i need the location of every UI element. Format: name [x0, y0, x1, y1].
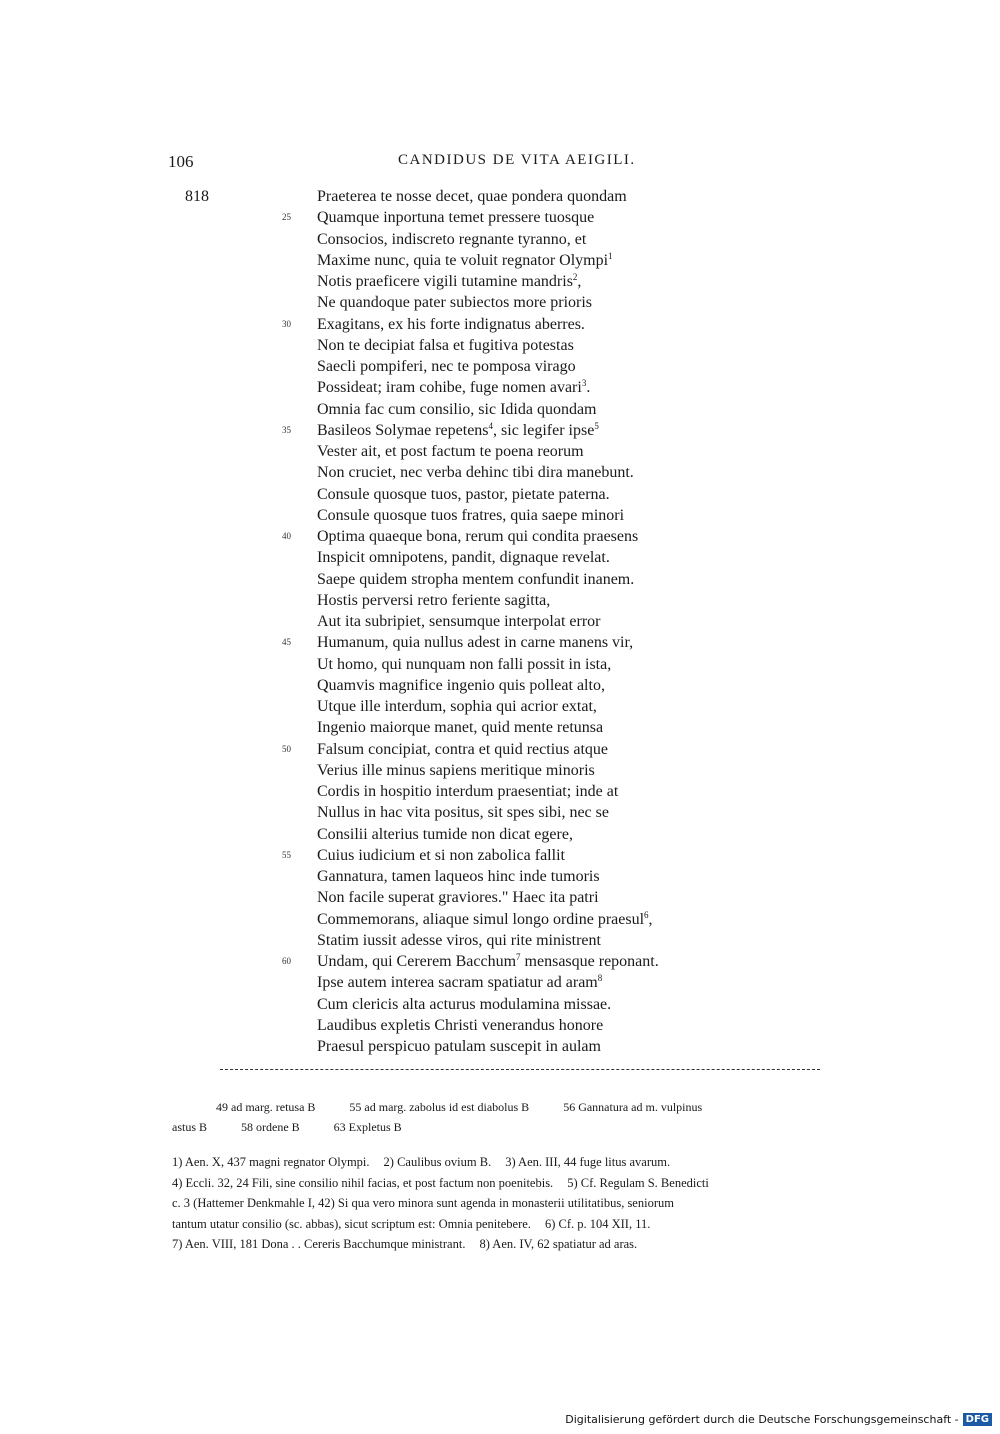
verse-line — [0, 632, 1000, 653]
verse-words: Nullus in hac vita positus, sit spes sibi, nec se — [317, 804, 609, 822]
apparatus-entry: astus B — [172, 1120, 208, 1134]
verse-text — [317, 526, 638, 547]
line-number: 30 — [282, 318, 291, 329]
verse-words: Ut homo, qui nunquam non falli possit in ista, — [317, 655, 612, 673]
verse-text — [317, 377, 590, 398]
verse-text — [317, 420, 599, 441]
verse-line — [0, 930, 1000, 951]
footnote: tantum utatur consilio (sc. abbas), sicut scriptum est: Omnia penitebere. — [172, 1216, 531, 1231]
verse-text — [317, 845, 565, 866]
verse-text — [317, 441, 584, 462]
apparatus-entry: 63 Expletus B — [333, 1120, 402, 1134]
apparatus-entry: 56 Gannatura ad m. vulpinus — [563, 1100, 703, 1114]
verse-line — [0, 377, 1000, 398]
verse-words: Praesul perspicuo patulam suscepit in aulam — [317, 1038, 601, 1055]
verse-words: Exagitans, ex his forte indignatus aberres. — [317, 315, 585, 333]
verse-words: Quamque inportuna temet pressere tuosque — [317, 209, 595, 227]
verse-text — [317, 569, 634, 590]
verse-words: Non cruciet, nec verba dehinc tibi dira manebunt. — [317, 464, 634, 482]
verse-text — [317, 675, 605, 696]
credit-text: Digitalisierung gefördert durch die Deutsche Forschungsgemeinschaft - — [565, 1413, 959, 1426]
verse-words: Consocios, indiscreto regnante tyranno, et — [317, 230, 587, 248]
verse-text — [317, 972, 602, 993]
verse-text — [317, 186, 627, 207]
verse-text — [317, 654, 611, 675]
verse-words: Gannatura, tamen laqueos hinc inde tumoris — [317, 868, 600, 885]
verse-words: Hostis perversi retro feriente sagitta, — [317, 591, 551, 609]
verse-words: Consilii alterius tumide non dicat egere, — [317, 825, 573, 843]
verse-line — [0, 399, 1000, 420]
dfg-credit[interactable] — [565, 1413, 992, 1426]
verse-text — [317, 824, 573, 845]
poem — [0, 186, 1000, 1057]
verse-words: Omnia fac cum consilio, sic Idida quondam — [317, 400, 597, 418]
verse-words: Praeterea te nosse decet, quae pondera quondam — [317, 188, 627, 205]
verse-words: Ne quandoque pater subiectos more prioris — [317, 294, 593, 312]
verse-text — [317, 994, 611, 1015]
verse-text — [317, 696, 597, 717]
verse-line — [0, 229, 1000, 250]
footnote-row — [172, 1152, 852, 1173]
verse-text — [317, 781, 618, 802]
verse-text — [317, 590, 550, 611]
footnote-marker: 7 — [516, 952, 521, 962]
verse-line — [0, 739, 1000, 760]
line-number: 25 — [282, 212, 291, 223]
verse-words: Inspicit omnipotens, pandit, dignaque revelat. — [317, 549, 610, 567]
verse-text — [317, 271, 581, 292]
verse-line — [0, 420, 1000, 441]
verse-line — [0, 441, 1000, 462]
footnote-marker: 2 — [572, 272, 578, 282]
verse-line — [0, 760, 1000, 781]
footnote: 2) Caulibus ovium B. — [383, 1155, 492, 1169]
folio-number: 818 — [185, 188, 209, 205]
verse-line — [0, 909, 1000, 930]
verse-words: Falsum concipiat, contra et quid rectius atque — [317, 740, 609, 758]
verse-line — [0, 845, 1000, 866]
verse-text — [317, 505, 624, 526]
verse-line — [0, 866, 1000, 887]
verse-text — [317, 739, 608, 760]
footnote: 1) Aen. X, 437 magni regnator Olympi. — [172, 1155, 370, 1169]
verse-words: Notis praeficere vigili tutamine mandris — [317, 273, 573, 290]
verse-words: Undam, qui Cererem Bacchum — [317, 953, 517, 970]
footnote-marker: 3 — [581, 378, 587, 389]
verse-words: Humanum, quia nullus adest in carne manens vir, — [317, 634, 634, 652]
verse-continuation: , sic legifer ipse — [493, 421, 595, 439]
critical-apparatus — [172, 1097, 852, 1137]
verse-continuation: mensasque reponant. — [520, 953, 659, 970]
verse-words: Aut ita subripiet, sensumque interpolat error — [317, 613, 601, 630]
verse-line — [0, 611, 1000, 632]
verse-line — [0, 335, 1000, 356]
verse-words: Commemorans, aliaque simul longo ordine praesul — [317, 910, 645, 928]
verse-text — [317, 462, 634, 483]
line-number: 35 — [282, 424, 291, 435]
footnote-marker: 6 — [644, 909, 649, 920]
footnote: 3) Aen. III, 44 fuge litus avarum. — [505, 1155, 671, 1169]
footnote-row — [172, 1173, 852, 1194]
footnote-row — [172, 1234, 852, 1255]
verse-line — [0, 1036, 1000, 1057]
verse-text — [317, 951, 659, 972]
verse-words: Quamvis magnifice ingenio quis polleat alto, — [317, 676, 605, 694]
verse-words: Non te decipiat falsa et fugitiva potestas — [317, 336, 574, 354]
verse-line — [0, 654, 1000, 675]
verse-line — [0, 590, 1000, 611]
verse-line — [0, 569, 1000, 590]
verse-text — [317, 207, 594, 228]
running-head: CANDIDUS DE VITA AEIGILI. — [398, 152, 636, 168]
verse-line — [0, 484, 1000, 505]
footnote: c. 3 (Hattemer Denkmahle I, 42) Si qua vero minora sunt agenda in monasterii utilitatibus, seniorum — [172, 1196, 674, 1210]
verse-words: Possideat; iram cohibe, fuge nomen avari — [317, 379, 582, 397]
verse-words: Cuius iudicium et si non zabolica fallit — [317, 846, 565, 864]
verse-line — [0, 951, 1000, 972]
verse-line — [0, 207, 1000, 228]
verse-line — [0, 824, 1000, 845]
apparatus-row — [172, 1117, 852, 1137]
verse-words: Ipse autem interea sacram spatiatur ad aram — [317, 974, 598, 992]
verse-text — [317, 760, 595, 781]
verse-words: Optima quaeque bona, rerum qui condita praesens — [317, 528, 639, 545]
footnote-marker: 4 — [488, 420, 494, 431]
verse-words: Saepe quidem stropha mentem confundit inanem. — [317, 570, 635, 588]
verse-words: Verius ille minus sapiens meritique minoris — [317, 761, 595, 779]
verse-words: Statim iussit adesse viros, qui rite ministrent — [317, 931, 601, 949]
verse-continuation: . — [586, 379, 591, 397]
footnote: 5) Cf. Regulam S. Benedicti — [567, 1175, 709, 1190]
line-number: 45 — [282, 637, 291, 648]
verse-words: Ingenio maiorque manet, quid mente retunsa — [317, 719, 604, 737]
footnote: 4) Eccli. 32, 24 Fili, sine consilio nihil facias, et post factum non poenitebis. — [172, 1175, 554, 1190]
line-number: 40 — [282, 531, 291, 541]
verse-line — [0, 1015, 1000, 1036]
verse-line — [0, 526, 1000, 547]
apparatus-entry: 55 ad marg. zabolus id est diabolus B — [349, 1100, 530, 1114]
verse-text — [317, 399, 596, 420]
verse-words: Basileos Solymae repetens — [317, 421, 489, 439]
apparatus-row — [172, 1097, 852, 1117]
verse-text — [317, 802, 609, 823]
footnote-marker: 1 — [608, 250, 613, 261]
verse-words: Utque ille interdum, sophia qui acrior extat, — [317, 698, 597, 715]
verse-line — [0, 781, 1000, 802]
footnote-row — [172, 1214, 852, 1235]
verse-text — [317, 1015, 603, 1036]
verse-text — [317, 250, 613, 271]
verse-text — [317, 611, 600, 632]
verse-line — [0, 887, 1000, 908]
verse-text — [317, 1036, 601, 1057]
verse-words: Cum clericis alta acturus modulamina missae. — [317, 995, 612, 1013]
verse-text — [317, 335, 574, 356]
apparatus-rule — [220, 1069, 820, 1070]
verse-text — [317, 632, 633, 653]
verse-line — [0, 505, 1000, 526]
dfg-logo: DFG — [963, 1413, 992, 1426]
verse-text — [317, 314, 585, 335]
verse-text — [317, 909, 653, 930]
verse-line — [0, 802, 1000, 823]
verse-text — [317, 356, 576, 377]
footnote: 8) Aen. IV, 62 spatiatur ad aras. — [479, 1237, 638, 1251]
verse-text — [317, 484, 610, 505]
verse-line — [0, 547, 1000, 568]
verse-line — [0, 717, 1000, 738]
footnote-marker: 8 — [597, 973, 603, 984]
apparatus-entry: 58 ordene B — [241, 1120, 300, 1134]
apparatus-entry: 49 ad marg. retusa B — [216, 1100, 316, 1114]
footnote-row — [172, 1193, 852, 1214]
verse-line — [0, 356, 1000, 377]
verse-line — [0, 972, 1000, 993]
line-number: 50 — [282, 743, 291, 754]
verse-line — [0, 462, 1000, 483]
verse-text — [317, 547, 610, 568]
verse-text — [317, 866, 600, 887]
verse-words: Consule quosque tuos fratres, quia saepe minori — [317, 506, 625, 524]
verse-text — [317, 930, 601, 951]
verse-words: Vester ait, et post factum te poena reorum — [317, 443, 584, 460]
verse-words: Saecli pompiferi, nec te pomposa virago — [317, 358, 576, 375]
verse-line — [0, 271, 1000, 292]
footnote: 6) Cf. p. 104 XII, 11. — [544, 1216, 651, 1231]
verse-continuation: , — [577, 273, 582, 290]
verse-line — [0, 675, 1000, 696]
verse-words: Maxime nunc, quia te voluit regnator Olympi — [317, 251, 609, 269]
verse-words: Non facile superat graviores." Haec ita patri — [317, 889, 599, 907]
verse-line — [0, 250, 1000, 271]
verse-line — [0, 186, 1000, 207]
footnote: 7) Aen. VIII, 181 Dona . . Cereris Bacchumque ministrant. — [172, 1237, 466, 1251]
footnote-marker: 5 — [594, 420, 599, 431]
verse-continuation: , — [648, 910, 653, 928]
verse-words: Cordis in hospitio interdum praesentiat; inde at — [317, 783, 619, 800]
verse-words: Consule quosque tuos, pastor, pietate paterna. — [317, 485, 610, 503]
verse-text — [317, 717, 603, 738]
line-number: 55 — [282, 849, 291, 860]
verse-text — [317, 229, 586, 250]
line-number: 60 — [282, 956, 291, 966]
page-number: 106 — [168, 152, 194, 171]
verse-line — [0, 314, 1000, 335]
verse-words: Laudibus expletis Christi venerandus honore — [317, 1016, 604, 1034]
verse-line — [0, 696, 1000, 717]
verse-line — [0, 994, 1000, 1015]
verse-line — [0, 292, 1000, 313]
verse-text — [317, 292, 592, 313]
footnotes — [172, 1152, 852, 1255]
verse-text — [317, 887, 599, 908]
